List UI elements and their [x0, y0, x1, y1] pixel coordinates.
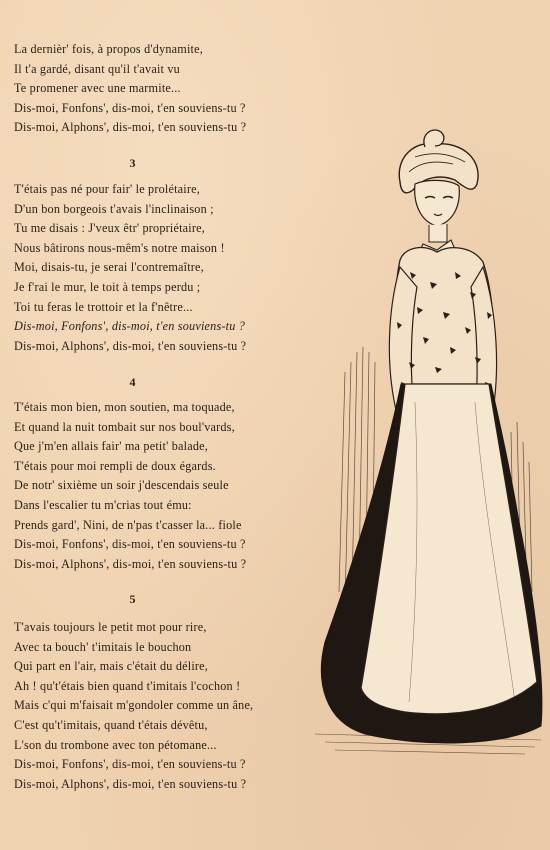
refrain-line: Dis-moi, Fonfons', dis-moi, t'en souviens-tu ? [14, 537, 246, 552]
verse-line: Nous bâtirons nous-mêm's notre maison ! [14, 240, 225, 255]
verse-line: Toi tu feras le trottoir et la f'nêtre... [14, 299, 193, 314]
verse-line: Moi, disais-tu, je serai l'contremaître, [14, 260, 204, 275]
verse-line: Prends gard', Nini, de n'pas t'casser la... fiole [14, 517, 242, 532]
stanza-number: 5 [129, 592, 136, 606]
verse-line: Mais c'qui m'faisait m'gondoler comme un âne, [14, 698, 254, 713]
refrain-line: Dis-moi, Alphons', dis-moi, t'en souviens-tu ? [14, 556, 247, 571]
verse-line: Ah ! qu't'étais bien quand t'imitais l'cochon ! [14, 678, 241, 693]
stanza-5 [14, 618, 253, 794]
refrain-line: Dis-moi, Alphons', dis-moi, t'en souviens-tu ? [14, 120, 247, 135]
verse-line: De notr' sixième un soir j'descendais seule [14, 478, 229, 493]
refrain-line: Dis-moi, Alphons', dis-moi, t'en souviens-tu ? [14, 776, 247, 791]
verse-line: Qui part en l'air, mais c'était du délire, [14, 659, 209, 674]
apron [361, 384, 537, 714]
verse-line: D'un bon borgeois t'avais l'inclinaison ; [14, 201, 214, 216]
face [415, 180, 460, 226]
stanza-2-ending [14, 40, 246, 138]
stanza-number: 3 [129, 156, 136, 170]
stanza-4 [14, 398, 246, 574]
verse-line: T'étais mon bien, mon soutien, ma toquade, [14, 400, 235, 414]
verse-line: Dans l'escalier tu m'crias tout ému: [14, 497, 192, 512]
verse-line: C'est qu't'imitais, quand t'étais dévêtu, [14, 717, 208, 732]
verse-line: La dernièr' fois, à propos d'dynamite, [14, 42, 203, 56]
verse-line: Je f'rai le mur, le toit à temps perdu ; [14, 279, 201, 294]
verse-line: Avec ta bouch' t'imitais le bouchon [14, 639, 192, 654]
verse-line: Te promener avec une marmite... [14, 81, 181, 96]
stanza-number: 4 [129, 375, 136, 389]
refrain-line: Dis-moi, Alphons', dis-moi, t'en souviens-tu ? [14, 338, 247, 353]
refrain-line: Dis-moi, Fonfons', dis-moi, t'en souviens-tu ? [14, 319, 246, 334]
verse-line: T'étais pas né pour fair' le prolétaire, [14, 182, 200, 196]
verse-line: Tu me disais : J'veux êtr' propriétaire, [14, 221, 205, 236]
verse-line: Que j'm'en allais fair' ma petit' balade, [14, 439, 208, 454]
verse-line: L'son du trombone avec ton pétomane... [14, 737, 217, 752]
refrain-line: Dis-moi, Fonfons', dis-moi, t'en souviens-tu ? [14, 100, 246, 115]
refrain-line: Dis-moi, Fonfons', dis-moi, t'en souviens-tu ? [14, 757, 246, 772]
stanza-3 [14, 180, 246, 356]
verse-line: Il t'a gardé, disant qu'il t'avait vu [14, 61, 180, 76]
woman-illustration [305, 122, 545, 762]
verse-line: T'étais pour moi rempli de doux égards. [14, 458, 216, 473]
verse-line: Et quand la nuit tombait sur nos boul'vards, [14, 419, 235, 434]
verse-line: T'avais toujours le petit mot pour rire, [14, 620, 207, 634]
